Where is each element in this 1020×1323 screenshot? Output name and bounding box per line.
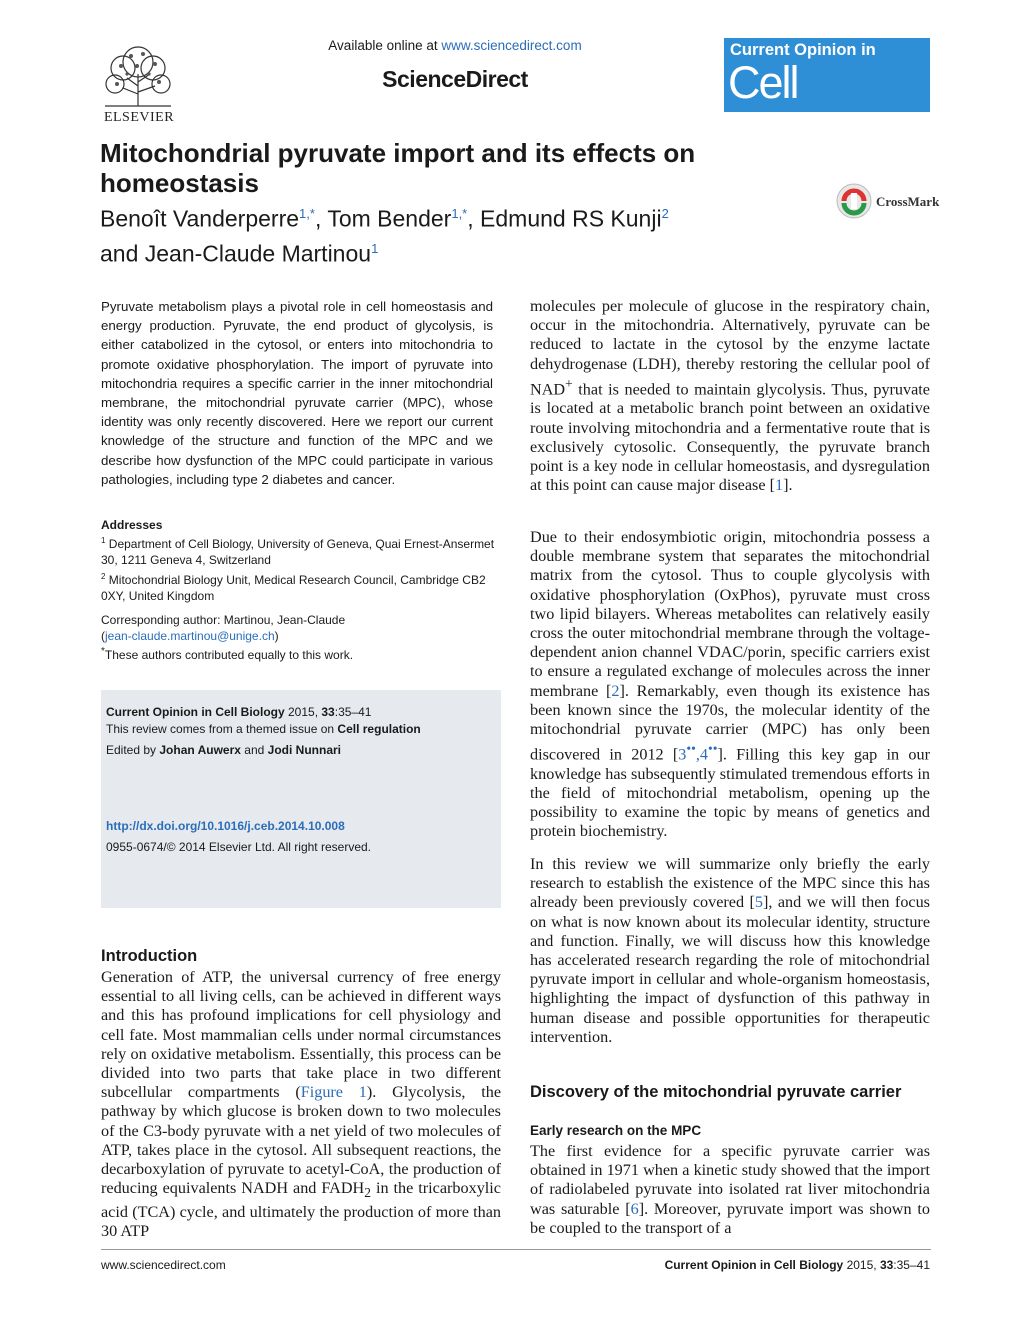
introduction-paragraph bbox=[101, 968, 501, 1241]
elsevier-tree-icon bbox=[101, 40, 175, 108]
footer-journal: Current Opinion in Cell Biology bbox=[664, 1258, 844, 1272]
info-editor: Johan Auwerx bbox=[159, 743, 241, 757]
intro-text: in the tricarboxylic acid (TCA) cycle, and ultimately the production of more than 30 ATP bbox=[101, 1179, 501, 1240]
intro-text: ). Glycolysis, the pathway by which glucose is broken down to two molecules of the C3-body pyruvate with a net yield of two molecules of ATP, takes place in the cytosol. All subsequent reactions, the decarboxylation of pyruvate to acetyl-CoA, the production of reducing equivalents NADH and FADH bbox=[101, 1083, 501, 1198]
paragraph-text: ]. Moreover, pyruvate import was shown to be coupled to the transport of a bbox=[530, 1199, 930, 1237]
reference-link[interactable]: 1 bbox=[774, 476, 784, 495]
sciencedirect-wordmark: ScienceDirect bbox=[382, 66, 528, 92]
footer-citation bbox=[530, 1258, 930, 1272]
journal-logo-title: Cell Biology bbox=[728, 57, 862, 164]
article-info-box bbox=[101, 690, 501, 908]
info-theme-prefix: This review comes from a themed issue on bbox=[106, 722, 338, 736]
sciencedirect-link[interactable]: www.sciencedirect.com bbox=[441, 38, 582, 53]
reference-link[interactable]: 3 bbox=[678, 745, 687, 764]
info-year: 2015, bbox=[284, 705, 322, 719]
crossmark-icon bbox=[836, 183, 872, 219]
paragraph bbox=[530, 1142, 930, 1238]
author-name: Edmund RS Kunji bbox=[480, 205, 662, 232]
footer-pages: :35–41 bbox=[893, 1258, 930, 1272]
reference-link[interactable]: 6 bbox=[630, 1199, 639, 1218]
info-and: and bbox=[240, 743, 268, 757]
address-marker: 2 bbox=[101, 571, 106, 581]
corresponding-author: Corresponding author: Martinou, Jean-Claude bbox=[101, 613, 346, 627]
available-online-text: Available online at bbox=[328, 38, 442, 53]
info-edited-prefix: Edited by bbox=[106, 743, 160, 757]
footer-volume: 33 bbox=[879, 1258, 894, 1272]
reference-separator: , bbox=[695, 745, 700, 764]
author-separator: , bbox=[467, 205, 481, 232]
addresses-heading: Addresses bbox=[101, 518, 163, 532]
equal-contribution-text: These authors contributed equally to this work. bbox=[104, 648, 354, 663]
author-affiliation[interactable]: 1,* bbox=[299, 206, 315, 221]
fadh2-subscript: 2 bbox=[364, 1185, 371, 1201]
journal-logo bbox=[724, 38, 930, 164]
paragraph-text: molecules per molecule of glucose in the respiratory chain, occur in the mitochondria. Alternatively, pyruvate can be reduced to lactate in the cytosol by the enzyme lactate dehydrogenase (LDH), thereby restoring the cellular pool of NAD bbox=[530, 297, 930, 399]
paragraph-text: ]. bbox=[783, 476, 793, 495]
correspondence bbox=[101, 612, 505, 664]
address-item bbox=[101, 533, 505, 568]
reference-link[interactable]: 2 bbox=[611, 681, 620, 700]
info-editors bbox=[106, 742, 341, 758]
info-copyright: 0955-0674/© 2014 Elsevier Ltd. All right reserved. bbox=[106, 840, 371, 854]
author-affiliation[interactable]: 1,* bbox=[451, 206, 468, 221]
discovery-heading: Discovery of the mitochondrial pyruvate carrier bbox=[530, 1083, 902, 1101]
reference-emphasis-marker: •• bbox=[686, 741, 696, 757]
info-journal: Current Opinion in Cell Biology bbox=[106, 705, 285, 719]
address-text: Department of Cell Biology, University of Geneva, Quai Ernest-Ansermet 30, 1211 Geneva 4, Switzerland bbox=[101, 537, 495, 568]
paragraph bbox=[530, 528, 930, 842]
paragraph-text: ], and we will then focus on what is now known about its molecular identity, structure and function. Finally, we will discuss how this knowledge has accelerated research regarding the role of mitochondrial pyruvate import in cellular and whole-organism homeostasis, highlighting the impact of dysfunction of this pathway in human disease and possible opportunities for therapeutic intervention. bbox=[530, 893, 930, 1046]
info-volume: 33 bbox=[321, 705, 335, 719]
intro-text: Generation of ATP, the universal currency of free energy essential to all living cells, can be achieved in different ways and this has profound implications for cell physiology and cell fate. Most mammalian cells under normal circumstances rely on oxidative metabolism. Essentially, this process can be divided into two parts that take place in two different subcellular compartments ( bbox=[101, 968, 501, 1102]
address-marker: 1 bbox=[101, 536, 106, 546]
address-text: Mitochondrial Biology Unit, Medical Research Council, Cambridge CB2 0XY, United Kingdom bbox=[101, 572, 486, 603]
paragraph-text: ]. Remarkably, even though its existence has been known since the 1970s, the molecular identity of the mitochondrial pyruvate carrier (MPC) has only been discovered in 2012 [ bbox=[530, 681, 930, 764]
journal-logo-top: Current Opinion in bbox=[730, 41, 876, 59]
author-list bbox=[100, 199, 800, 268]
available-online-line bbox=[300, 38, 610, 53]
reference-link[interactable]: 4 bbox=[699, 745, 708, 764]
abstract: Pyruvate metabolism plays a pivotal role in cell homeostasis and energy production. Pyruvate, the end product of glycolysis, is either catabolized in the cytosol, or enters into mitochondria to promote oxidative phosphorylation. The import of pyruvate into mitochondria requires a specific carrier in the inner mitochondrial membrane, the mitochondrial pyruvate carrier (MPC), whose identity was only recently discovered. Here we report our current knowledge of the structure and function of the MPC and we describe how dysfunction of the MPC could participate in various pathologies, including type 2 diabetes and cancer. bbox=[101, 299, 493, 487]
info-citation bbox=[106, 704, 371, 720]
footer-website[interactable]: www.sciencedirect.com bbox=[101, 1258, 226, 1272]
info-pages: :35–41 bbox=[334, 705, 372, 719]
corresponding-email-line: (jean-claude.martinou@unige.ch) bbox=[101, 629, 279, 644]
address-item bbox=[101, 569, 505, 604]
footer-year: 2015, bbox=[843, 1258, 880, 1272]
addresses bbox=[101, 517, 505, 604]
crossmark-label: CrossMark bbox=[876, 194, 940, 209]
paragraph-text: that is needed to maintain glycolysis. Thus, pyruvate is located at a metabolic branch point between an oxidative route involving mitochondria and a fermentative route that is exclusively cytosolic. Consequently, the pyruvate branch point is a key node in cellular homeostasis, and dysregulation at this point can cause major disease [ bbox=[530, 380, 930, 495]
info-theme bbox=[106, 721, 421, 737]
paragraph-text: The first evidence for a specific pyruvate carrier was obtained in 1971 when a kinetic study showed that the import of radiolabeled pyruvate into isolated rat liver mitochondria was saturable [ bbox=[530, 1142, 930, 1218]
author-separator: , bbox=[314, 205, 328, 232]
paragraph-text: ]. Filling this key gap in our knowledge has subsequently stimulated tremendous efforts in the field of mitochondrial metabolism, opening up the possibility to examine the topic by means of genetics and protein biochemistry. bbox=[530, 745, 930, 841]
reference-emphasis-marker: •• bbox=[707, 741, 718, 757]
author-name: Benoît Vanderperre bbox=[100, 205, 300, 232]
doi-link[interactable]: http://dx.doi.org/10.1016/j.ceb.2014.10.008 bbox=[106, 819, 345, 833]
paragraph-text: In this review we will summarize only briefly the early research to establish the existence of the MPC since this has already been previously covered [ bbox=[530, 855, 930, 912]
info-doi-line bbox=[106, 818, 345, 834]
author-affiliation[interactable]: 1 bbox=[371, 240, 379, 256]
paragraph bbox=[530, 297, 930, 495]
early-research-subheading: Early research on the MPC bbox=[530, 1123, 702, 1138]
elsevier-logo bbox=[97, 40, 181, 128]
footer-divider bbox=[101, 1249, 931, 1250]
crossmark-badge[interactable] bbox=[836, 183, 940, 223]
paragraph-text: Due to their endosymbiotic origin, mitochondria possess a double membrane system that separates the mitochondrial matrix from the cytosol. Thus to couple glycolysis with oxidative phosphorylation (OxPhos), pyruvate must cross two lipid bilayers. Whereas metabolites can relatively easily cross the outer mitochondrial membrane through the voltage-dependent anion channel VDAC/porin, specific carriers exist to ensure a regulated exchange of molecules across the inner membrane [ bbox=[530, 528, 930, 700]
author-name: and Jean-Claude Martinou bbox=[100, 240, 372, 267]
info-theme-name: Cell regulation bbox=[337, 722, 421, 736]
equal-contribution-note: *These authors contributed equally to this work. bbox=[101, 646, 354, 663]
nad-superscript: + bbox=[565, 375, 573, 391]
article-title: Mitochondrial pyruvate import and its effects on homeostasis bbox=[100, 138, 696, 198]
author-affiliation[interactable]: 2 bbox=[661, 206, 669, 221]
introduction-heading: Introduction bbox=[101, 947, 198, 965]
paragraph bbox=[530, 855, 930, 1047]
figure-1-link[interactable]: Figure 1 bbox=[300, 1083, 367, 1102]
reference-link[interactable]: 5 bbox=[754, 893, 763, 912]
info-editor: Jodi Nunnari bbox=[267, 743, 341, 757]
corresponding-email-link[interactable]: jean-claude.martinou@unige.ch bbox=[105, 629, 275, 644]
author-name: Tom Bender bbox=[327, 205, 452, 232]
elsevier-wordmark: ELSEVIER bbox=[103, 110, 175, 125]
